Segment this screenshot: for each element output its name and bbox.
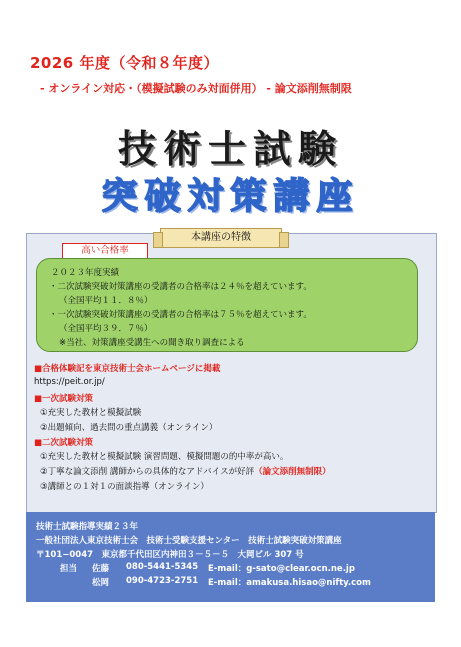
pass-rate-badge: 高い合格率 xyxy=(62,243,148,259)
footer-track-record: 技術士試験指導実績２３年 xyxy=(36,522,139,532)
features-ribbon: 本講座の特徴 xyxy=(160,228,282,248)
results-line: （全国平均１１．８％） xyxy=(59,296,153,306)
contact-phone[interactable]: 090-4723-2751 xyxy=(126,576,199,586)
contact-email[interactable]: E-mail：amakusa.hisao@nifty.com xyxy=(208,578,371,588)
second-exam-item xyxy=(40,465,331,477)
first-exam-item: ①充実した教材と模擬試験 xyxy=(40,408,142,418)
subtitle-line: - オンライン対応・（模擬試験のみ対面併用） - 論文添削無制限 xyxy=(40,82,352,95)
contact-role: 担当 xyxy=(60,564,78,574)
contact-footer xyxy=(26,512,435,602)
first-exam-item: ②出題傾向、過去問の重点講義（オンライン） xyxy=(40,423,218,433)
second-exam-item-text: ②丁寧な論文添削 講師からの具体的なアドバイスが好評 xyxy=(40,467,255,477)
unlimited-review-note: （論文添削無制限） xyxy=(254,467,331,477)
contact-email[interactable]: E-mail：g-sato@clear.ocn.ne.jp xyxy=(208,564,355,574)
contact-name: 松岡 xyxy=(92,578,110,588)
results-line: （全国平均３９．７％） xyxy=(59,324,153,334)
pass-report-link[interactable]: ■合格体験記を東京技術士会ホームページに掲載 xyxy=(34,364,221,374)
first-exam-heading: ■一次試験対策 xyxy=(34,394,94,404)
footer-organization: 一般社団法人東京技術士会 技術士受験支援センター 技術士試験突破対策講座 xyxy=(36,536,342,546)
main-title-line2: 突破対策講座 xyxy=(101,175,360,217)
results-heading: ２０２３年度実績 xyxy=(51,268,120,278)
contact-name: 佐藤 xyxy=(92,564,110,574)
footer-address: 〒101−0047 東京都千代田区内神田３－５－５ 大岡ビル 307 号 xyxy=(36,550,304,560)
year-heading: 2026 年度（令和８年度） xyxy=(30,54,219,72)
results-line: ・一次試験突破対策講座の受講者の合格率は７５％を超えています。 xyxy=(49,310,312,320)
second-exam-item: ①充実した教材と模擬試験 演習問題、模擬問題の的中率が高い。 xyxy=(40,452,289,462)
main-title-line1: 技術士試験 xyxy=(117,126,343,171)
contact-phone[interactable]: 080-5441-5345 xyxy=(126,562,199,572)
second-exam-item: ③講師との１対１の面談指導（オンライン） xyxy=(40,482,209,492)
results-note: ※当社、対策講座受講生への聞き取り調査による xyxy=(59,338,245,348)
results-line: ・二次試験突破対策講座の受講者の合格率は２４％を超えています。 xyxy=(49,282,312,292)
second-exam-heading: ■二次試験対策 xyxy=(34,438,94,448)
results-box xyxy=(36,258,418,352)
website-url[interactable]: https://peit.or.jp/ xyxy=(34,377,105,387)
